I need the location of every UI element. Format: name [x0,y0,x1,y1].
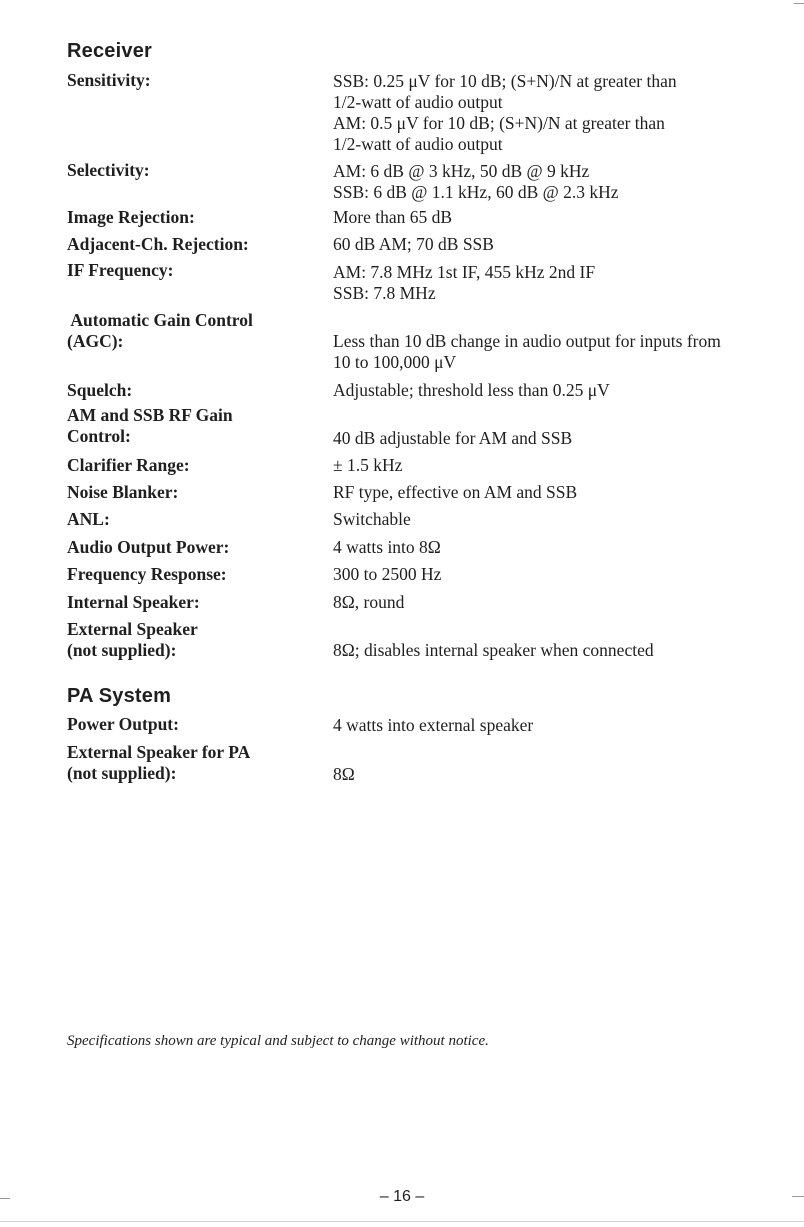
spec-value-rf-gain-control: 40 dB adjustable for AM and SSB [333,428,573,448]
spec-label-audio-output-power: Audio Output Power: [67,537,230,557]
spec-value-if-frequency: AM: 7.8 MHz 1st IF, 455 kHz 2nd IF SSB: 7.8 MHz [333,262,596,303]
spec-value-frequency-response: 300 to 2500 Hz [333,564,442,584]
receiver-heading: Receiver [67,40,152,62]
left-edge-mark [0,1198,10,1199]
spec-label-pa-external-speaker: External Speaker for PA (not supplied): [67,742,251,783]
spec-label-squelch: Squelch: [67,380,133,400]
spec-value-clarifier-range: ± 1.5 kHz [333,455,403,475]
spec-label-pa-power-output: Power Output: [67,714,179,734]
spec-label-internal-speaker: Internal Speaker: [67,592,200,612]
spec-value-anl: Switchable [333,509,411,529]
spec-value-squelch: Adjustable; threshold less than 0.25 μV [333,380,610,400]
spec-value-adjacent-ch-rejection: 60 dB AM; 70 dB SSB [333,234,494,254]
spec-label-external-speaker: External Speaker (not supplied): [67,619,198,660]
spec-value-agc: Less than 10 dB change in audio output for inputs from 10 to 100,000 μV [333,331,721,372]
spec-label-selectivity: Selectivity: [67,160,150,180]
spec-value-audio-output-power: 4 watts into 8Ω [333,537,441,557]
spec-label-frequency-response: Frequency Response: [67,564,227,584]
page-bottom-edge [0,1221,804,1222]
spec-label-agc: Automatic Gain Control (AGC): [67,310,253,351]
top-right-edge-mark [794,3,804,4]
spec-value-noise-blanker: RF type, effective on AM and SSB [333,482,578,502]
spec-value-image-rejection: More than 65 dB [333,207,453,227]
spec-value-pa-power-output: 4 watts into external speaker [333,715,534,735]
pa-system-heading: PA System [67,685,172,707]
page-number: – 16 – [379,1188,425,1205]
specifications-note: Specifications shown are typical and subject to change without notice. [67,1033,489,1049]
spec-value-internal-speaker: 8Ω, round [333,592,405,612]
spec-label-sensitivity: Sensitivity: [67,70,151,90]
spec-label-if-frequency: IF Frequency: [67,260,174,280]
spec-label-clarifier-range: Clarifier Range: [67,455,190,475]
spec-label-rf-gain-control: AM and SSB RF Gain Control: [67,405,233,446]
spec-label-noise-blanker: Noise Blanker: [67,482,179,502]
spec-value-sensitivity: SSB: 0.25 μV for 10 dB; (S+N)/N at greater than 1/2-watt of audio output AM: 0.5 μV for 10 dB; (S+N)/N at greater than 1/2-watt of audio output [333,71,677,154]
spec-value-pa-external-speaker: 8Ω [333,764,355,784]
spec-label-anl: ANL: [67,509,110,529]
spec-value-external-speaker: 8Ω; disables internal speaker when connected [333,640,654,660]
right-edge-mark [792,1196,804,1197]
spec-label-adjacent-ch-rejection: Adjacent-Ch. Rejection: [67,234,249,254]
spec-label-image-rejection: Image Rejection: [67,207,195,227]
spec-value-selectivity: AM: 6 dB @ 3 kHz, 50 dB @ 9 kHz SSB: 6 dB @ 1.1 kHz, 60 dB @ 2.3 kHz [333,161,619,202]
